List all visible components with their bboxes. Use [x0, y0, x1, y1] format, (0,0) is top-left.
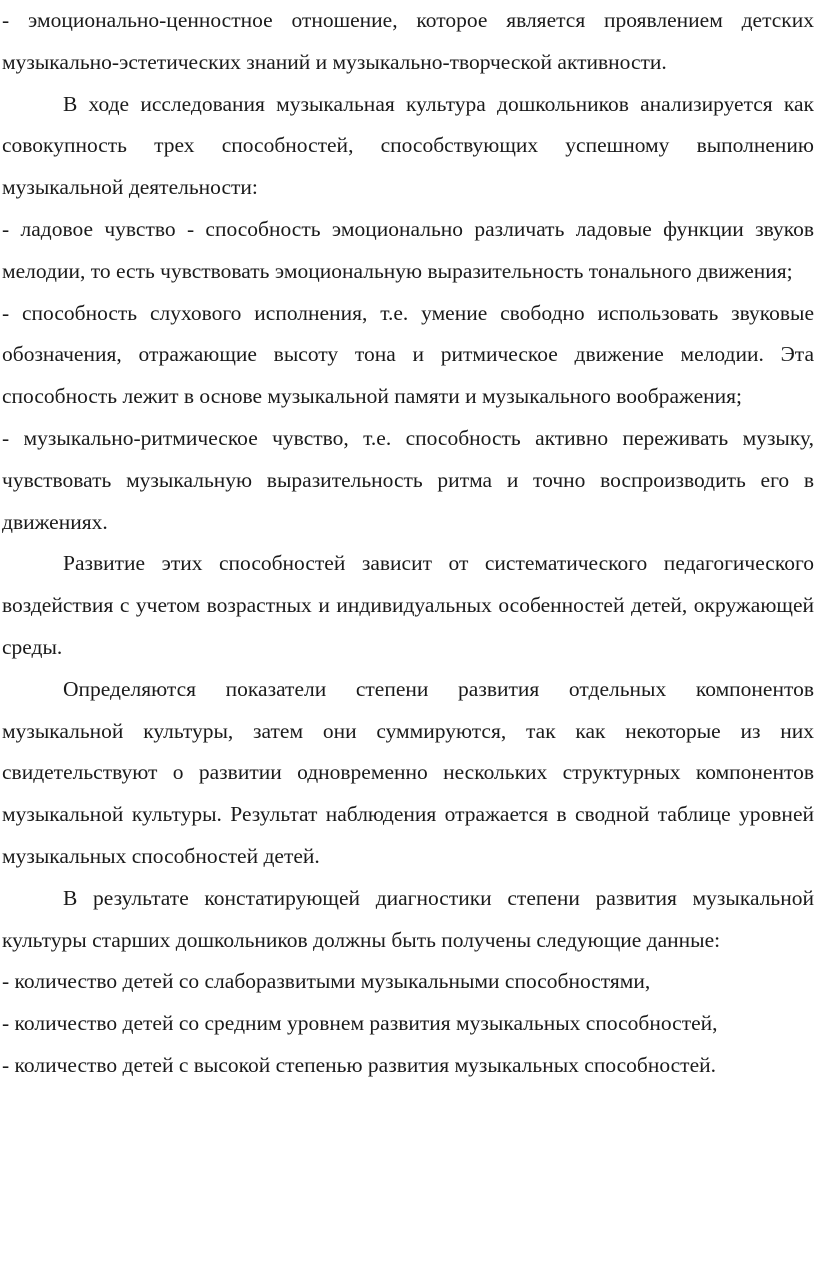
list-item-rhythmic-feeling: - музыкально-ритмическое чувство, т.е. способность активно переживать музыку, чувствовать музыкальную выразительность ритма и точно воспроизводить его в движениях. [2, 425, 814, 534]
paragraph-emotional-value: - эмоционально-ценностное отношение, которое является проявлением детских музыкально-эстетических знаний и музыкально-творческой активности. [2, 8, 814, 74]
list-item-medium-level: - количество детей со средним уровнем развития музыкальных способностей, [2, 1011, 718, 1036]
paragraph-research-intro: В ходе исследования музыкальная культура дошкольников анализируется как совокупность трех способностей, способствующих успешному выполнению музыкальной деятельности: [2, 91, 814, 200]
paragraph-diagnostics-result: В результате констатирующей диагностики степени развития музыкальной культуры старших дошкольников должны быть получены следующие данные: [2, 885, 814, 952]
paragraph-indicators: Определяются показатели степени развития отдельных компонентов музыкальной культуры, затем они суммируются, так как некоторые из них свидетельствуют о развитии одновременно нескольких структурных компонентов музыкальной культуры. Результат наблюдения отражается в сводной таблице уровней музыкальных способностей детей. [2, 676, 814, 868]
list-item-auditory-performance: - способность слухового исполнения, т.е. умение свободно использовать звуковые обозначения, отражающие высоту тона и ритмическое движение мелодии. Эта способность лежит в основе музыкальной памяти и музыкального воображения; [2, 300, 814, 409]
paragraph-development: Развитие этих способностей зависит от систематического педагогического воздействия с учетом возрастных и индивидуальных особенностей детей, окружающей среды. [2, 551, 814, 659]
list-item-modal-feeling: - ладовое чувство - способность эмоционально различать ладовые функции звуков мелодии, то есть чувствовать эмоциональную выразительность тонального движения; [2, 216, 814, 283]
list-item-high-level: - количество детей с высокой степенью развития музыкальных способностей. [2, 1052, 717, 1077]
document-page [2, 0, 814, 1087]
list-item-low-level: - количество детей со слаборазвитыми музыкальными способностями, [2, 969, 651, 994]
